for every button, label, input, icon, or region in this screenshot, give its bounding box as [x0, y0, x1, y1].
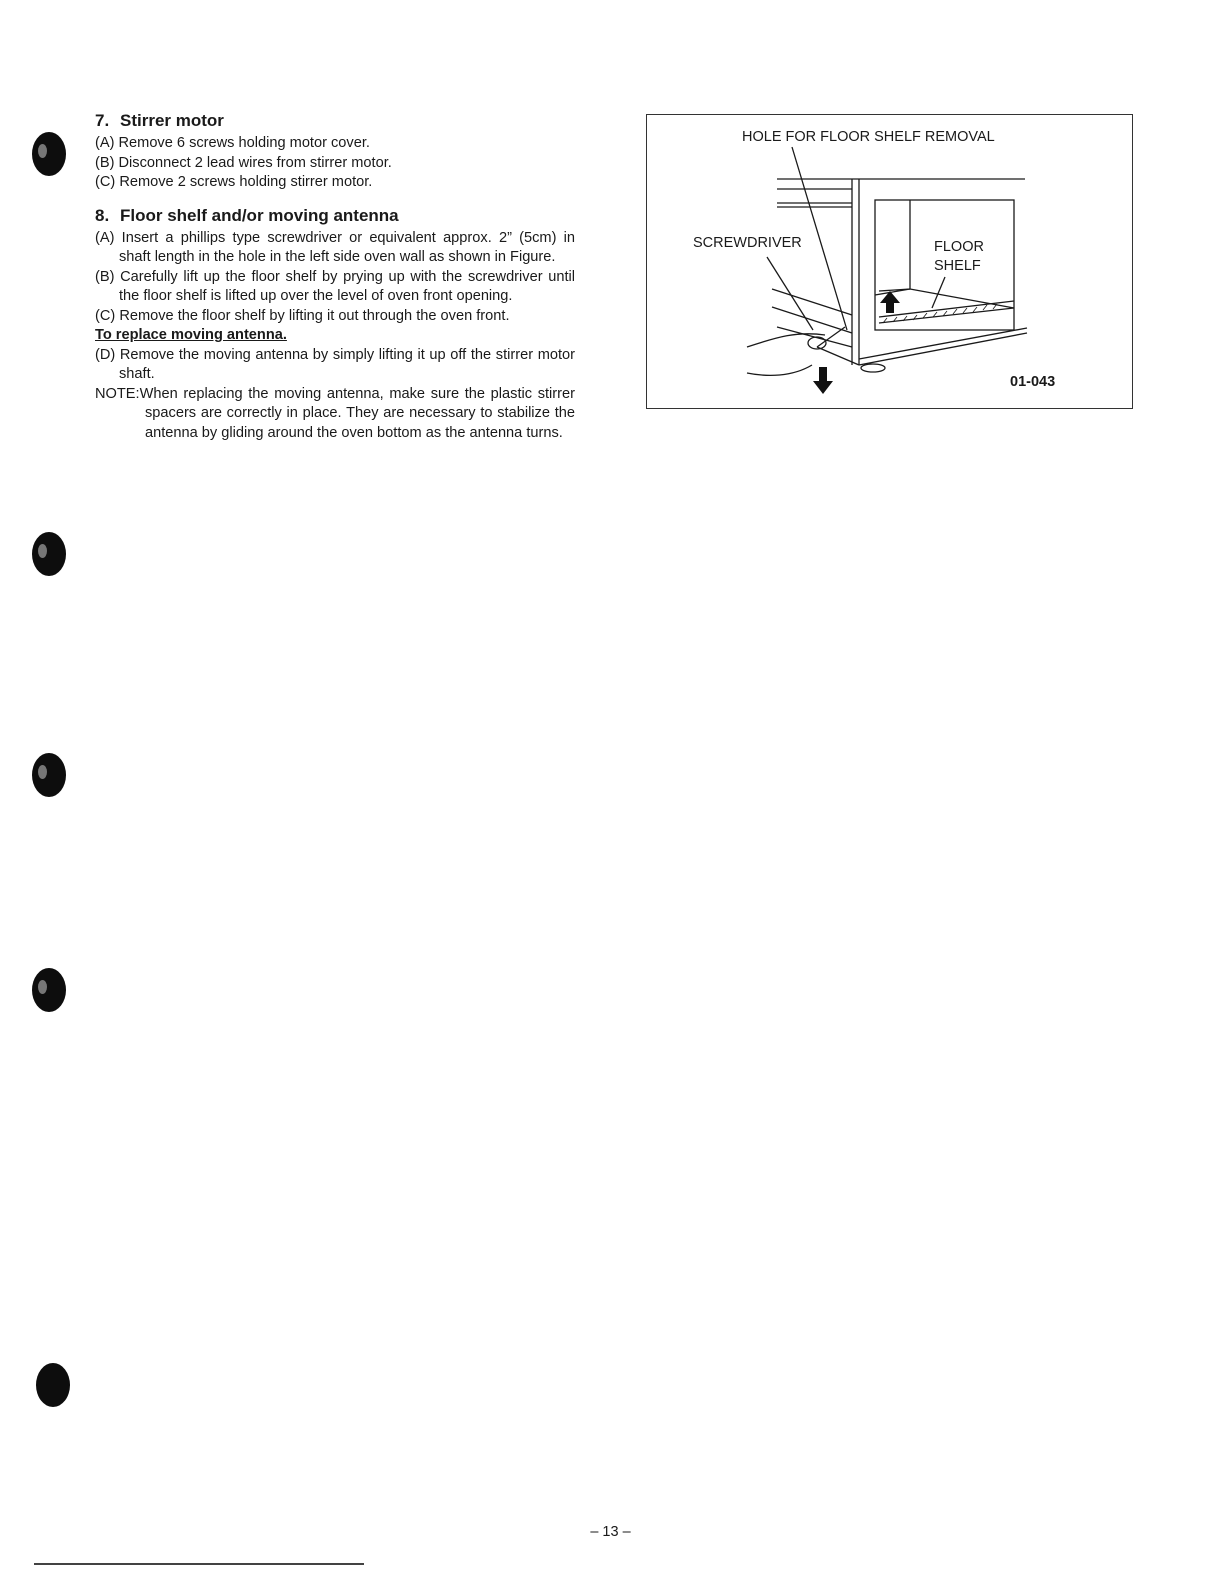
note: NOTE:When replacing the moving antenna, make sure the plastic stirrer spacers are correctly in place. They are necessary to stabilize the antenna by gliding around the oven bottom as the antenna turns. — [95, 385, 575, 441]
label-hole: HOLE FOR FLOOR SHELF REMOVAL — [742, 129, 995, 145]
step-item: (B) Carefully lift up the floor shelf by prying up with the screwdriver until the floor shelf is lifted up over the level of oven front opening. — [95, 268, 575, 304]
step-item: (D) Remove the moving antenna by simply lifting it up off the stirrer motor shaft. — [95, 346, 575, 382]
scan-artifact-line — [34, 1563, 364, 1565]
section-number: 7. — [95, 111, 110, 130]
arrow-up-icon — [880, 291, 900, 313]
label-shelf: SHELF — [934, 258, 981, 274]
section-7-heading — [95, 110, 575, 132]
step-item: (A) Remove 6 screws holding motor cover. — [95, 135, 370, 151]
step-item: (C) Remove 2 screws holding stirrer motor. — [95, 174, 373, 190]
arrow-down-icon — [813, 367, 833, 394]
label-floor: FLOOR — [934, 239, 984, 255]
oven-illustration — [647, 115, 1134, 410]
punch-hole — [36, 1363, 70, 1407]
subheading: To replace moving antenna. — [95, 327, 287, 343]
punch-hole — [32, 132, 66, 176]
punch-hole — [32, 753, 66, 797]
section-title: Floor shelf and/or moving antenna — [120, 205, 399, 225]
figure-code: 01-043 — [1010, 374, 1056, 390]
step-item: (C) Remove the floor shelf by lifting it out through the oven front. — [95, 307, 510, 324]
instructions-column — [95, 110, 575, 443]
section-title: Stirrer motor — [120, 111, 224, 130]
oven-figure — [646, 114, 1133, 409]
step-item: (A) Insert a phillips type screwdriver or equivalent approx. 2” (5cm) in shaft length in the hole in the left side oven wall as shown in Figure. — [95, 229, 575, 265]
step-item: (B) Disconnect 2 lead wires from stirrer motor. — [95, 154, 392, 171]
label-screwdriver: SCREWDRIVER — [693, 235, 802, 251]
page-number: – 13 – — [590, 1524, 631, 1540]
section-number: 8. — [95, 205, 110, 225]
punch-hole — [32, 532, 66, 576]
section-8-heading — [95, 205, 575, 227]
punch-hole — [32, 968, 66, 1012]
